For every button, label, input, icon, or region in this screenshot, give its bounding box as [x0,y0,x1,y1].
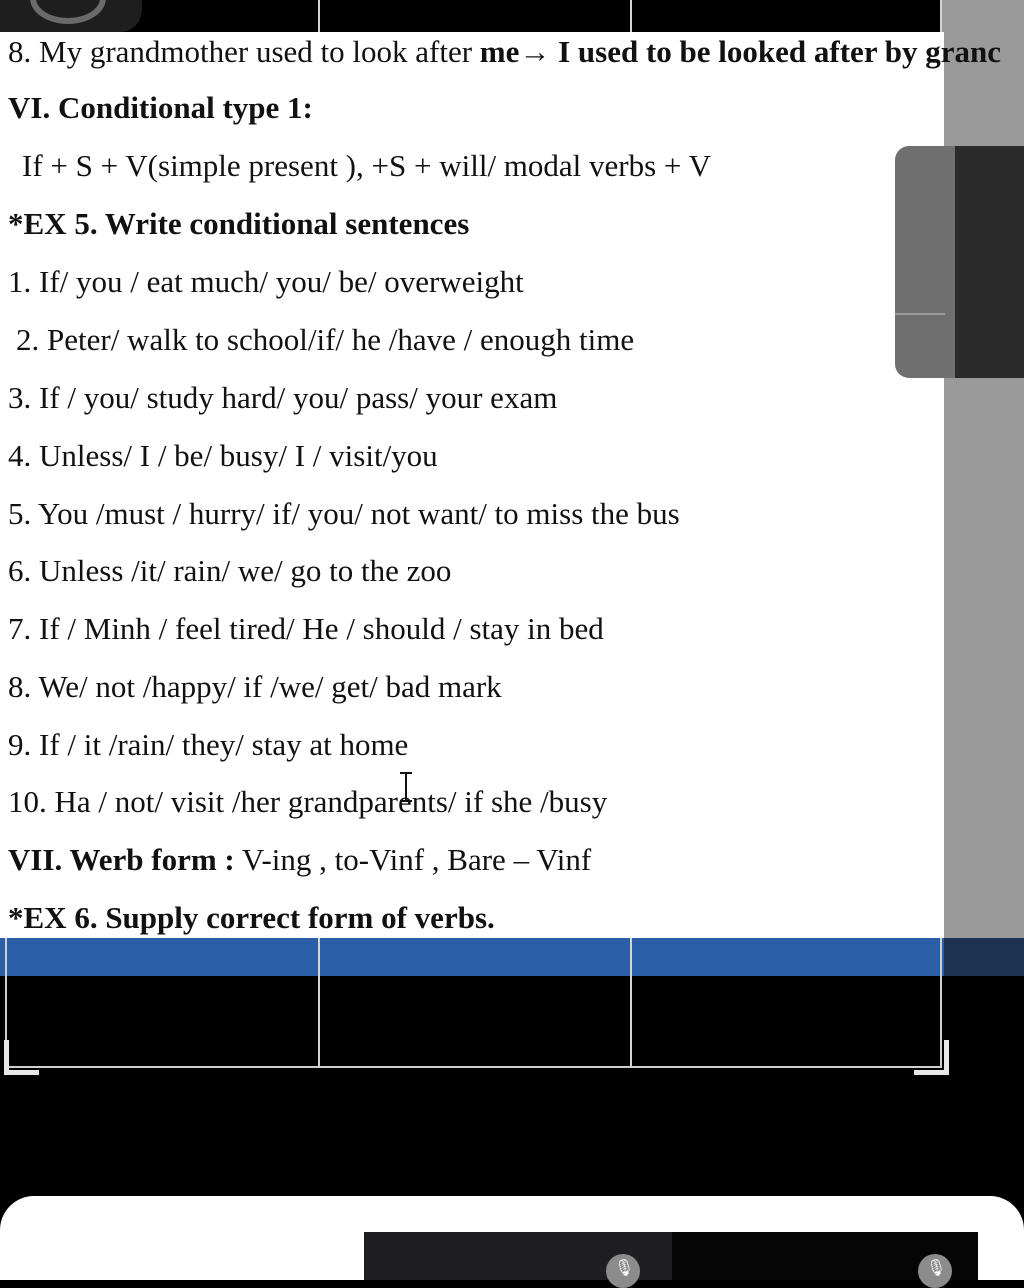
document-table-header [0,938,944,976]
side-panel-blue [944,938,1024,976]
exercise-item: 7. If / Minh / feel tired/ He / should / stay in bed [8,611,604,646]
doc-line-8: 8. My grandmother used to look after me→ I used to be looked after by granc [8,34,1002,69]
side-card-divider [895,313,945,315]
exercise-item: 10. Ha / not/ visit /her grandparents/ if she /busy [8,784,608,819]
grid-divider [318,938,320,1068]
grid-divider [630,0,632,32]
side-card[interactable] [895,146,955,378]
grid-divider [630,938,632,1068]
overlay-control-button[interactable] [0,0,142,32]
frame-edge [5,1066,942,1068]
text-cursor-icon [399,772,413,802]
resize-corner-handle[interactable] [914,1040,949,1075]
grid-divider [318,0,320,32]
resize-corner-handle[interactable] [4,1040,39,1075]
muted-mic-icon [918,1254,952,1288]
exercise-item: 3. If / you/ study hard/ you/ pass/ your exam [8,380,558,415]
exercise-6-heading: *EX 6. Supply correct form of verbs. [8,900,495,935]
top-video-bar [0,0,1024,32]
exercise-item: 9. If / it /rain/ they/ stay at home [8,727,409,762]
exercise-item: 6. Unless /it/ rain/ we/ go to the zoo [8,553,452,588]
muted-mic-icon [606,1254,640,1288]
exercise-item: 5. You /must / hurry/ if/ you/ not want/ to miss the bus [8,496,680,531]
shared-document [0,32,1002,938]
side-panel [942,0,1024,938]
exercise-item: 4. Unless/ I / be/ busy/ I / visit/you [8,438,438,473]
heading-conditional: VI. Conditional type 1: [8,90,313,125]
heading-verb-form: VII. Werb form : V-ing , to-Vinf , Bare – Vinf [8,842,592,877]
formula-line: If + S + V(simple present ), +S + will/ modal verbs + V [22,148,711,183]
exercise-item: 2. Peter/ walk to school/if/ he /have / enough time [16,322,635,357]
exercise-item: 1. If/ you / eat much/ you/ be/ overweight [8,264,524,299]
exercise-5-heading: *EX 5. Write conditional sentences [8,206,470,241]
exercise-item: 8. We/ not /happy/ if /we/ get/ bad mark [8,669,502,704]
